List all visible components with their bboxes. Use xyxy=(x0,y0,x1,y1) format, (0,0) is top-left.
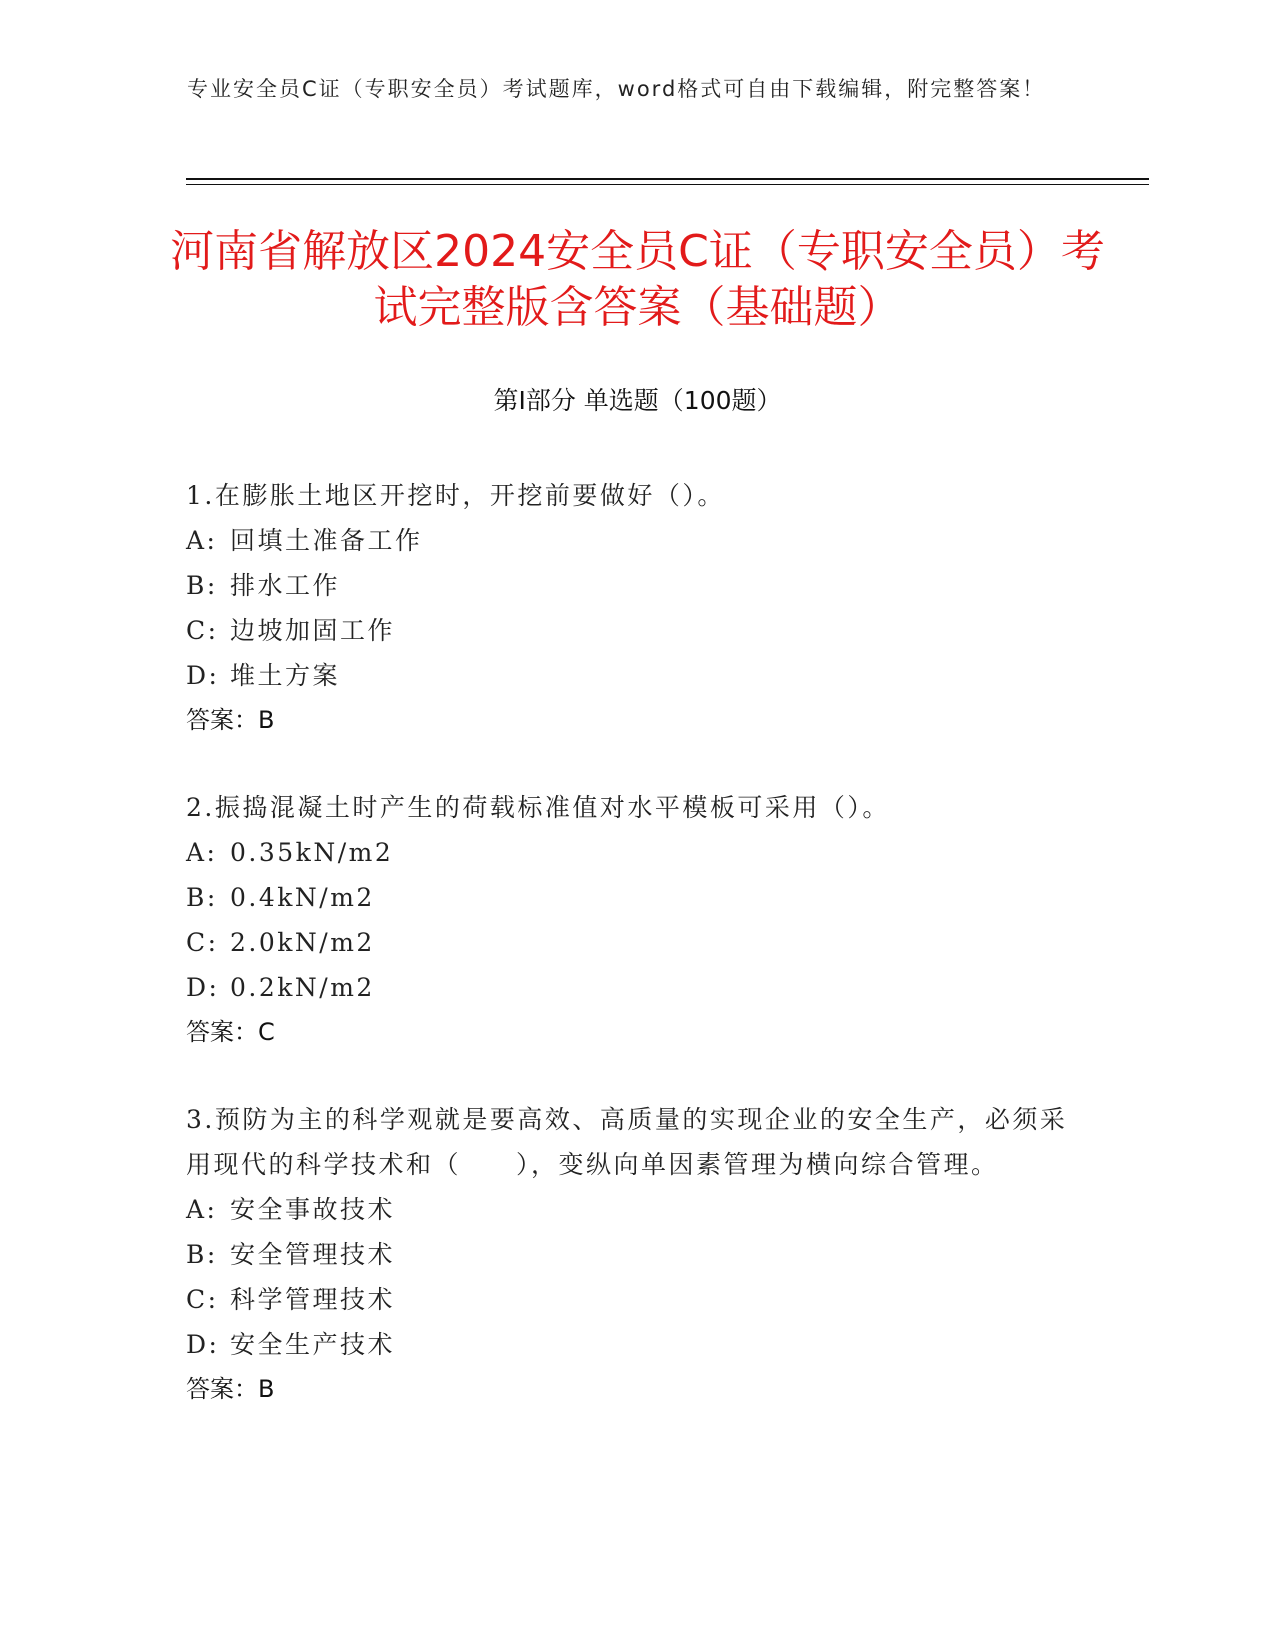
option-text: 0.35kN/m2 xyxy=(230,838,394,867)
option-text: 安全事故技术 xyxy=(230,1195,396,1224)
option-key: A: xyxy=(186,838,218,867)
answer-line: 答案：B xyxy=(186,1375,275,1403)
question-stem: 1.在膨胀土地区开挖时，开挖前要做好（）。 xyxy=(186,481,725,510)
option-d xyxy=(186,653,1086,698)
question-stem: 2.振捣混凝土时产生的荷载标准值对水平模板可采用（）。 xyxy=(186,793,890,822)
option-text: 2.0kN/m2 xyxy=(230,928,375,957)
option-key: B: xyxy=(186,883,218,912)
header-note: 专业安全员C证（专职安全员）考试题库，word格式可自由下载编辑，附完整答案！ xyxy=(187,77,1046,101)
option-d xyxy=(186,1322,1086,1367)
option-key: D: xyxy=(186,661,220,690)
option-b xyxy=(186,1232,1086,1277)
option-text: 0.2kN/m2 xyxy=(230,973,375,1002)
option-c xyxy=(186,1277,1086,1322)
header-divider-thick xyxy=(186,178,1149,180)
option-a xyxy=(186,1187,1086,1232)
option-key: C: xyxy=(186,616,219,645)
answer-line: 答案：C xyxy=(186,1018,275,1046)
option-key: D: xyxy=(186,973,220,1002)
question-stem: 3.预防为主的科学观就是要高效、高质量的实现企业的安全生产，必须采用现代的科学技术和（ ），变纵向单因素管理为横向综合管理。 xyxy=(186,1105,1068,1179)
option-key: A: xyxy=(186,1195,218,1224)
option-key: A: xyxy=(186,526,218,555)
option-b xyxy=(186,563,1086,608)
option-key: B: xyxy=(186,571,218,600)
option-text: 科学管理技术 xyxy=(230,1285,396,1314)
option-a xyxy=(186,518,1086,563)
option-key: C: xyxy=(186,928,219,957)
option-text: 边坡加固工作 xyxy=(230,616,396,645)
answer-line: 答案：B xyxy=(186,706,275,734)
option-text: 排水工作 xyxy=(230,571,341,600)
question-3 xyxy=(186,1097,1086,1411)
option-a xyxy=(186,830,1086,875)
option-b xyxy=(186,875,1086,920)
option-key: C: xyxy=(186,1285,219,1314)
document-title: 河南省解放区2024安全员C证（专职安全员）考试完整版含答案（基础题） xyxy=(170,226,1105,333)
option-key: B: xyxy=(186,1240,218,1269)
header-divider-thin xyxy=(186,184,1149,185)
option-text: 堆土方案 xyxy=(230,661,341,690)
option-c xyxy=(186,920,1086,965)
option-key: D: xyxy=(186,1330,220,1359)
question-list xyxy=(186,473,1086,1454)
question-2 xyxy=(186,785,1086,1054)
option-c xyxy=(186,608,1086,653)
section-heading: 第I部分 单选题（100题） xyxy=(493,386,782,415)
option-text: 0.4kN/m2 xyxy=(230,883,375,912)
option-text: 回填土准备工作 xyxy=(230,526,423,555)
question-1 xyxy=(186,473,1086,742)
option-text: 安全生产技术 xyxy=(230,1330,396,1359)
option-d xyxy=(186,965,1086,1010)
option-text: 安全管理技术 xyxy=(230,1240,396,1269)
